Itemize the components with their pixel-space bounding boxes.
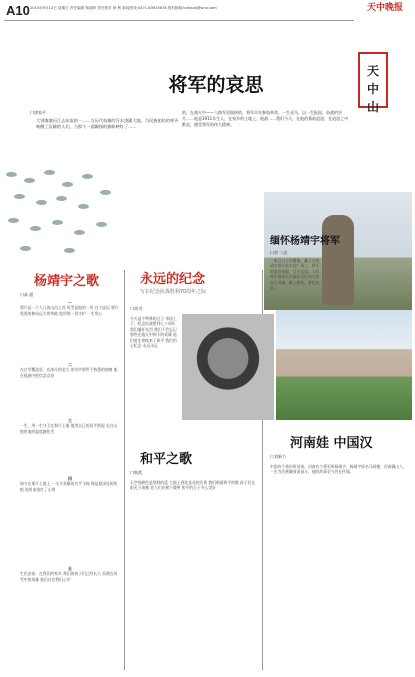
- dove-icon: [30, 226, 41, 231]
- section-text: 那片是一个人儿的山河之苏 风雪是他的一切 过于遥远 那片黑黑的伸向远方的草地 他用那一切守护 一生用心: [20, 305, 119, 316]
- section-number: 一: [68, 300, 72, 305]
- feature-byline: 口刘新力: [270, 454, 286, 459]
- poem-subtitle: 写在纪念抗战胜利70周年之际: [139, 289, 207, 295]
- photo-caption: 缅怀杨靖宇将军: [270, 236, 340, 247]
- section-text: 如今在那片土地上 一支支英雄的名字飞扬 那是最深处的伤痕 他用血染红了山岗: [20, 481, 118, 492]
- section-text: 生民安泰，在我们的家乡 我们的孩子们已经长大 而那在风雪中的英雄 他们还在我们心中: [20, 571, 118, 582]
- poem-section: [20, 300, 120, 316]
- poem-byline: 口周 红: [130, 306, 144, 311]
- dove-icon: [36, 200, 47, 205]
- poem-title: 杨靖宇之歌: [34, 274, 100, 289]
- top-rule: [4, 20, 354, 21]
- section-number: 五: [68, 566, 72, 571]
- statue-figure: [322, 215, 354, 305]
- poem-section: [20, 418, 120, 434]
- poem-body: 天空的颜色是那样的蓝 大地上到处是花的芳香 我们唱着和平的歌 孩子们在阳光下奔跑 老人们在树下微笑 和平的日子多么美好: [130, 480, 256, 491]
- poem-body: 今天是个特殊的日子 举国上下，纪念抗战胜利七十周年 我们缅怀先烈 我们不会忘记 那些在战火中倒下的英雄 他们用生命换来了和平 我们用心纪念 永远永远: [130, 316, 177, 349]
- dove-icon: [6, 172, 17, 177]
- dove-icon: [96, 222, 107, 227]
- page-number: A10: [6, 3, 30, 18]
- section-number: 四: [68, 476, 72, 481]
- feature-title: 河南娃 中国汉: [290, 436, 373, 451]
- dove-icon: [52, 220, 63, 225]
- section-number: 二: [68, 362, 72, 367]
- dove-icon: [74, 230, 85, 235]
- photo-byline: 口余 二虎: [270, 250, 288, 255]
- portrait-photo: [182, 314, 274, 420]
- page-title: 将军的哀思: [168, 74, 264, 96]
- poem-section: [20, 566, 120, 582]
- doves-illustration: [4, 168, 124, 260]
- poem-byline: 口秋霞: [130, 470, 142, 475]
- feature-body: 中国有个省份叫河南，河南有个将军叫杨靖宇，杨靖宇原名马尚德，河南确山人，一生为民族解放而奋斗，他的故事至今仍在传诵。: [270, 464, 407, 475]
- lead-byline: 口唐家平: [30, 110, 46, 115]
- newspaper-logo: 天中晚报: [366, 3, 403, 13]
- section-text: 在白雪覆盖里，在冰冷的北方 冰雪中那些不熟悉的夜晚 他在孤独中把信念点亮: [20, 367, 118, 378]
- section-number: 三: [68, 418, 72, 423]
- dove-icon: [20, 246, 31, 251]
- dove-icon: [64, 248, 75, 253]
- dove-icon: [56, 196, 67, 201]
- lead-intro: 大别滚滚历江去东流的一……当历代英雄的汗水浇灌大地，当民族团结的呼声唤醒了沉睡的人们，当那个一面飘扬的旗帜映红了……: [36, 118, 179, 130]
- header-info: 2015年9月13日 星期日 责任编辑 杨淑妍 责任校对 徐 利 新闻热线:0371-63925678 报料邮箱:tzrbxxb@sina.com: [30, 6, 217, 10]
- dove-icon: [78, 204, 89, 209]
- dove-icon: [14, 194, 25, 199]
- dove-icon: [82, 174, 93, 179]
- dove-icon: [100, 190, 111, 195]
- poem-title: 永远的纪念: [140, 272, 206, 287]
- lead-body: 的，在战火中——八路军里面拼的，将军早年参加革命，一生戎马，以一生报国，奋战的岁月……他是1911年生人，在家乡的土地上，他最……我们今天，在他的墓前追思，在追思之中默哀，感受将军的伟大精神。: [182, 110, 349, 127]
- dove-icon: [44, 170, 55, 175]
- dove-icon: [62, 182, 73, 187]
- section-label: [358, 52, 388, 114]
- poem-title: 和平之歌: [140, 452, 193, 467]
- poem-section: [20, 476, 120, 492]
- dove-icon: [24, 178, 35, 183]
- campus-photo: [276, 310, 412, 420]
- column-divider: [124, 270, 125, 670]
- poem-section: [20, 362, 120, 378]
- poem-byline: 口高 超: [20, 292, 34, 297]
- dove-icon: [8, 218, 19, 223]
- photo-text: 一座汉白玉的雕像，矗立在杨靖宇将军故乡的广场上，将军的面容坚毅，目光远望。人们每年都来这里缅怀这位伟大的抗日英雄，献上鲜花，寄托哀思。: [270, 258, 320, 291]
- section-label-text: 天中山: [366, 64, 379, 114]
- section-text: 一生，用一生守卫在那片土地 他用自己的双手搭起 长白山 他用血的温度融化雪: [20, 423, 118, 434]
